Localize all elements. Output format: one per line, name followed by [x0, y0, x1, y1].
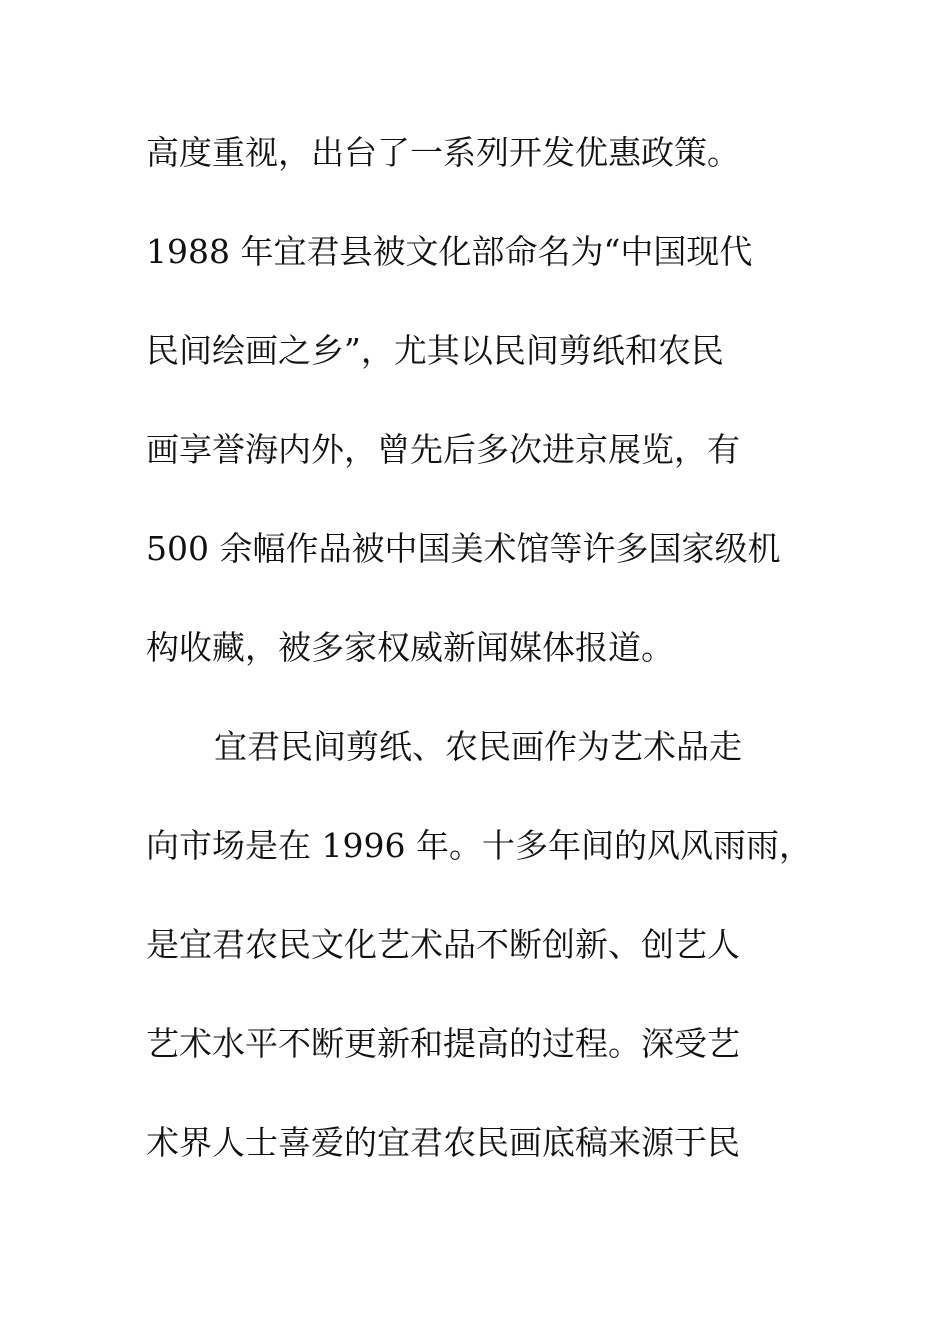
text-line-11: 术界人士喜爱的宜君农民画底稿来源于民: [146, 1123, 740, 1162]
text-line-3: 民间绘画之乡”，尤其以民间剪纸和农民: [146, 331, 724, 370]
text-line-6: 构收藏，被多家权威新闻媒体报道。: [146, 628, 674, 667]
text-line-4: 画享誉海内外，曾先后多次进京展览，有: [146, 430, 740, 469]
text-line-2: 1988 年宜君县被文化部命名为“中国现代: [146, 232, 753, 271]
text-line-5: 500 余幅作品被中国美术馆等许多国家级机: [146, 529, 781, 568]
text-line-9: 是宜君农民文化艺术品不断创新、创艺人: [146, 925, 740, 964]
text-line-1: 高度重视，出台了一系列开发优惠政策。: [146, 133, 740, 172]
text-line-10: 艺术水平不断更新和提高的过程。深受艺: [146, 1024, 740, 1063]
paragraph-2-first-line: 宜君民间剪纸、农民画作为艺术品走: [214, 727, 742, 766]
text-line-8: 向市场是在 1996 年。十多年间的风风雨雨，: [146, 826, 812, 865]
